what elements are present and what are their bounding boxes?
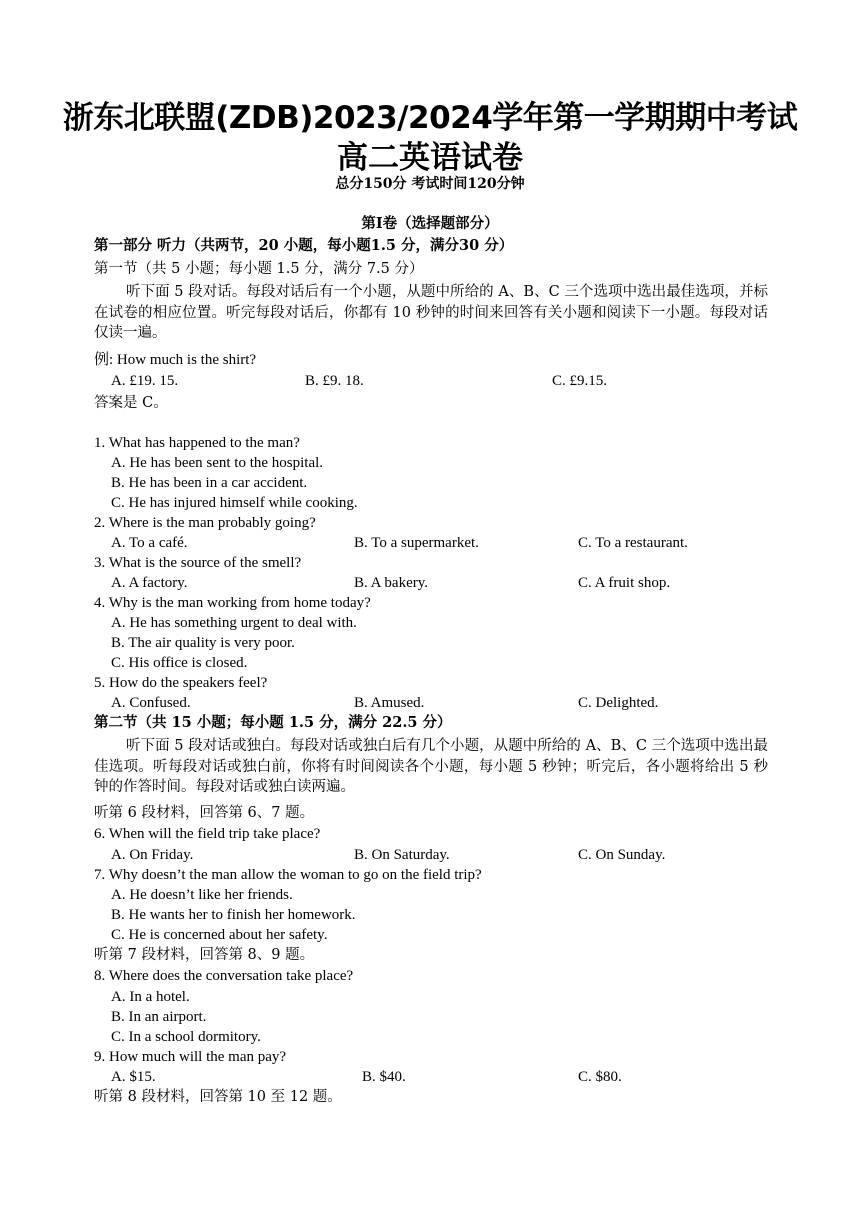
- question-3-option-c: C. A fruit shop.: [578, 575, 671, 591]
- question-4-option-b: B. The air quality is very poor.: [111, 635, 295, 651]
- section2-instructions: 听下面 5 段对话或独白。每段对话或独白后有几个小题，从题中所给的 A、B、C 三个选项中选出最佳选项。听每段对话或独白前，你将有时间阅读各个小题，每小题 5 秒钟；听完后，各小题将给出 5 秒钟的作答时间。每段对话或独白读两遍。: [94, 738, 768, 795]
- question-8-option-a: A. In a hotel.: [111, 989, 190, 1005]
- question-9-option-b: B. $40.: [362, 1069, 406, 1085]
- volume-title: 第Ⅰ卷（选择题部分）: [361, 215, 499, 232]
- question-7-option-b: B. He wants her to finish her homework.: [111, 907, 356, 923]
- question-7-option-c: C. He is concerned about her safety.: [111, 927, 328, 943]
- question-3-option-a: A. A factory.: [111, 575, 188, 591]
- question-6-option-b: B. On Saturday.: [354, 847, 450, 863]
- part1-heading: 第一部分 听力（共两节，20 小题，每小题1.5 分，满分30 分）: [94, 237, 514, 254]
- question-9-option-c: C. $80.: [578, 1069, 622, 1085]
- material-7-prompt: 听第 7 段材料，回答第 8、9 题。: [94, 947, 315, 963]
- question-2-option-b: B. To a supermarket.: [354, 535, 479, 551]
- question-5-stem: 5. How do the speakers feel?: [94, 675, 268, 691]
- question-3-option-b: B. A bakery.: [354, 575, 429, 591]
- question-8-option-c: C. In a school dormitory.: [111, 1029, 261, 1045]
- exam-score-time: 总分150分 考试时间120分钟: [335, 176, 525, 192]
- question-8-option-b: B. In an airport.: [111, 1009, 207, 1025]
- question-4-option-c: C. His office is closed.: [111, 655, 248, 671]
- example-option-a: A. £19. 15.: [111, 373, 179, 389]
- question-5-option-b: B. Amused.: [354, 695, 425, 711]
- material-8-prompt: 听第 8 段材料，回答第 10 至 12 题。: [94, 1089, 342, 1105]
- question-5-option-c: C. Delighted.: [578, 695, 659, 711]
- question-6-option-c: C. On Sunday.: [578, 847, 666, 863]
- question-1-option-c: C. He has injured himself while cooking.: [111, 495, 358, 511]
- example-option-b: B. £9. 18.: [305, 373, 364, 389]
- question-7-stem: 7. Why doesn’t the man allow the woman to go on the field trip?: [94, 867, 482, 883]
- section1-heading: 第一节（共 5 小题；每小题 1.5 分，满分 7.5 分）: [94, 261, 424, 277]
- exam-subject-title: 高二英语试卷: [337, 140, 523, 176]
- exam-title: 浙东北联盟(ZDB)2023/2024学年第一学期期中考试: [62, 100, 798, 136]
- section1-instructions: 听下面 5 段对话。每段对话后有一个小题，从题中所给的 A、B、C 三个选项中选出最佳选项，并标在试卷的相应位置。听完每段对话后，你都有 10 秒钟的时间来回答有关小题和阅读下一小题。每段对话仅读一遍。: [94, 284, 768, 341]
- question-8-stem: 8. Where does the conversation take place?: [94, 968, 354, 984]
- question-4-stem: 4. Why is the man working from home today?: [94, 595, 371, 611]
- question-6-stem: 6. When will the field trip take place?: [94, 826, 321, 842]
- question-4-option-a: A. He has something urgent to deal with.: [111, 615, 357, 631]
- question-1-option-a: A. He has been sent to the hospital.: [111, 455, 324, 471]
- question-1-stem: 1. What has happened to the man?: [94, 435, 300, 451]
- question-2-stem: 2. Where is the man probably going?: [94, 515, 316, 531]
- example-answer: 答案是 C。: [94, 395, 168, 411]
- question-6-option-a: A. On Friday.: [111, 847, 194, 863]
- question-9-option-a: A. $15.: [111, 1069, 156, 1085]
- question-5-option-a: A. Confused.: [111, 695, 191, 711]
- section2-heading: 第二节（共 15 小题；每小题 1.5 分，满分 22.5 分）: [94, 714, 452, 731]
- material-6-prompt: 听第 6 段材料，回答第 6、7 题。: [94, 805, 315, 821]
- question-7-option-a: A. He doesn’t like her friends.: [111, 887, 293, 903]
- example-question: 例: How much is the shirt?: [94, 352, 257, 368]
- question-2-option-a: A. To a café.: [111, 535, 188, 551]
- question-1-option-b: B. He has been in a car accident.: [111, 475, 308, 491]
- question-9-stem: 9. How much will the man pay?: [94, 1049, 287, 1065]
- example-option-c: C. £9.15.: [552, 373, 608, 389]
- question-2-option-c: C. To a restaurant.: [578, 535, 688, 551]
- question-3-stem: 3. What is the source of the smell?: [94, 555, 302, 571]
